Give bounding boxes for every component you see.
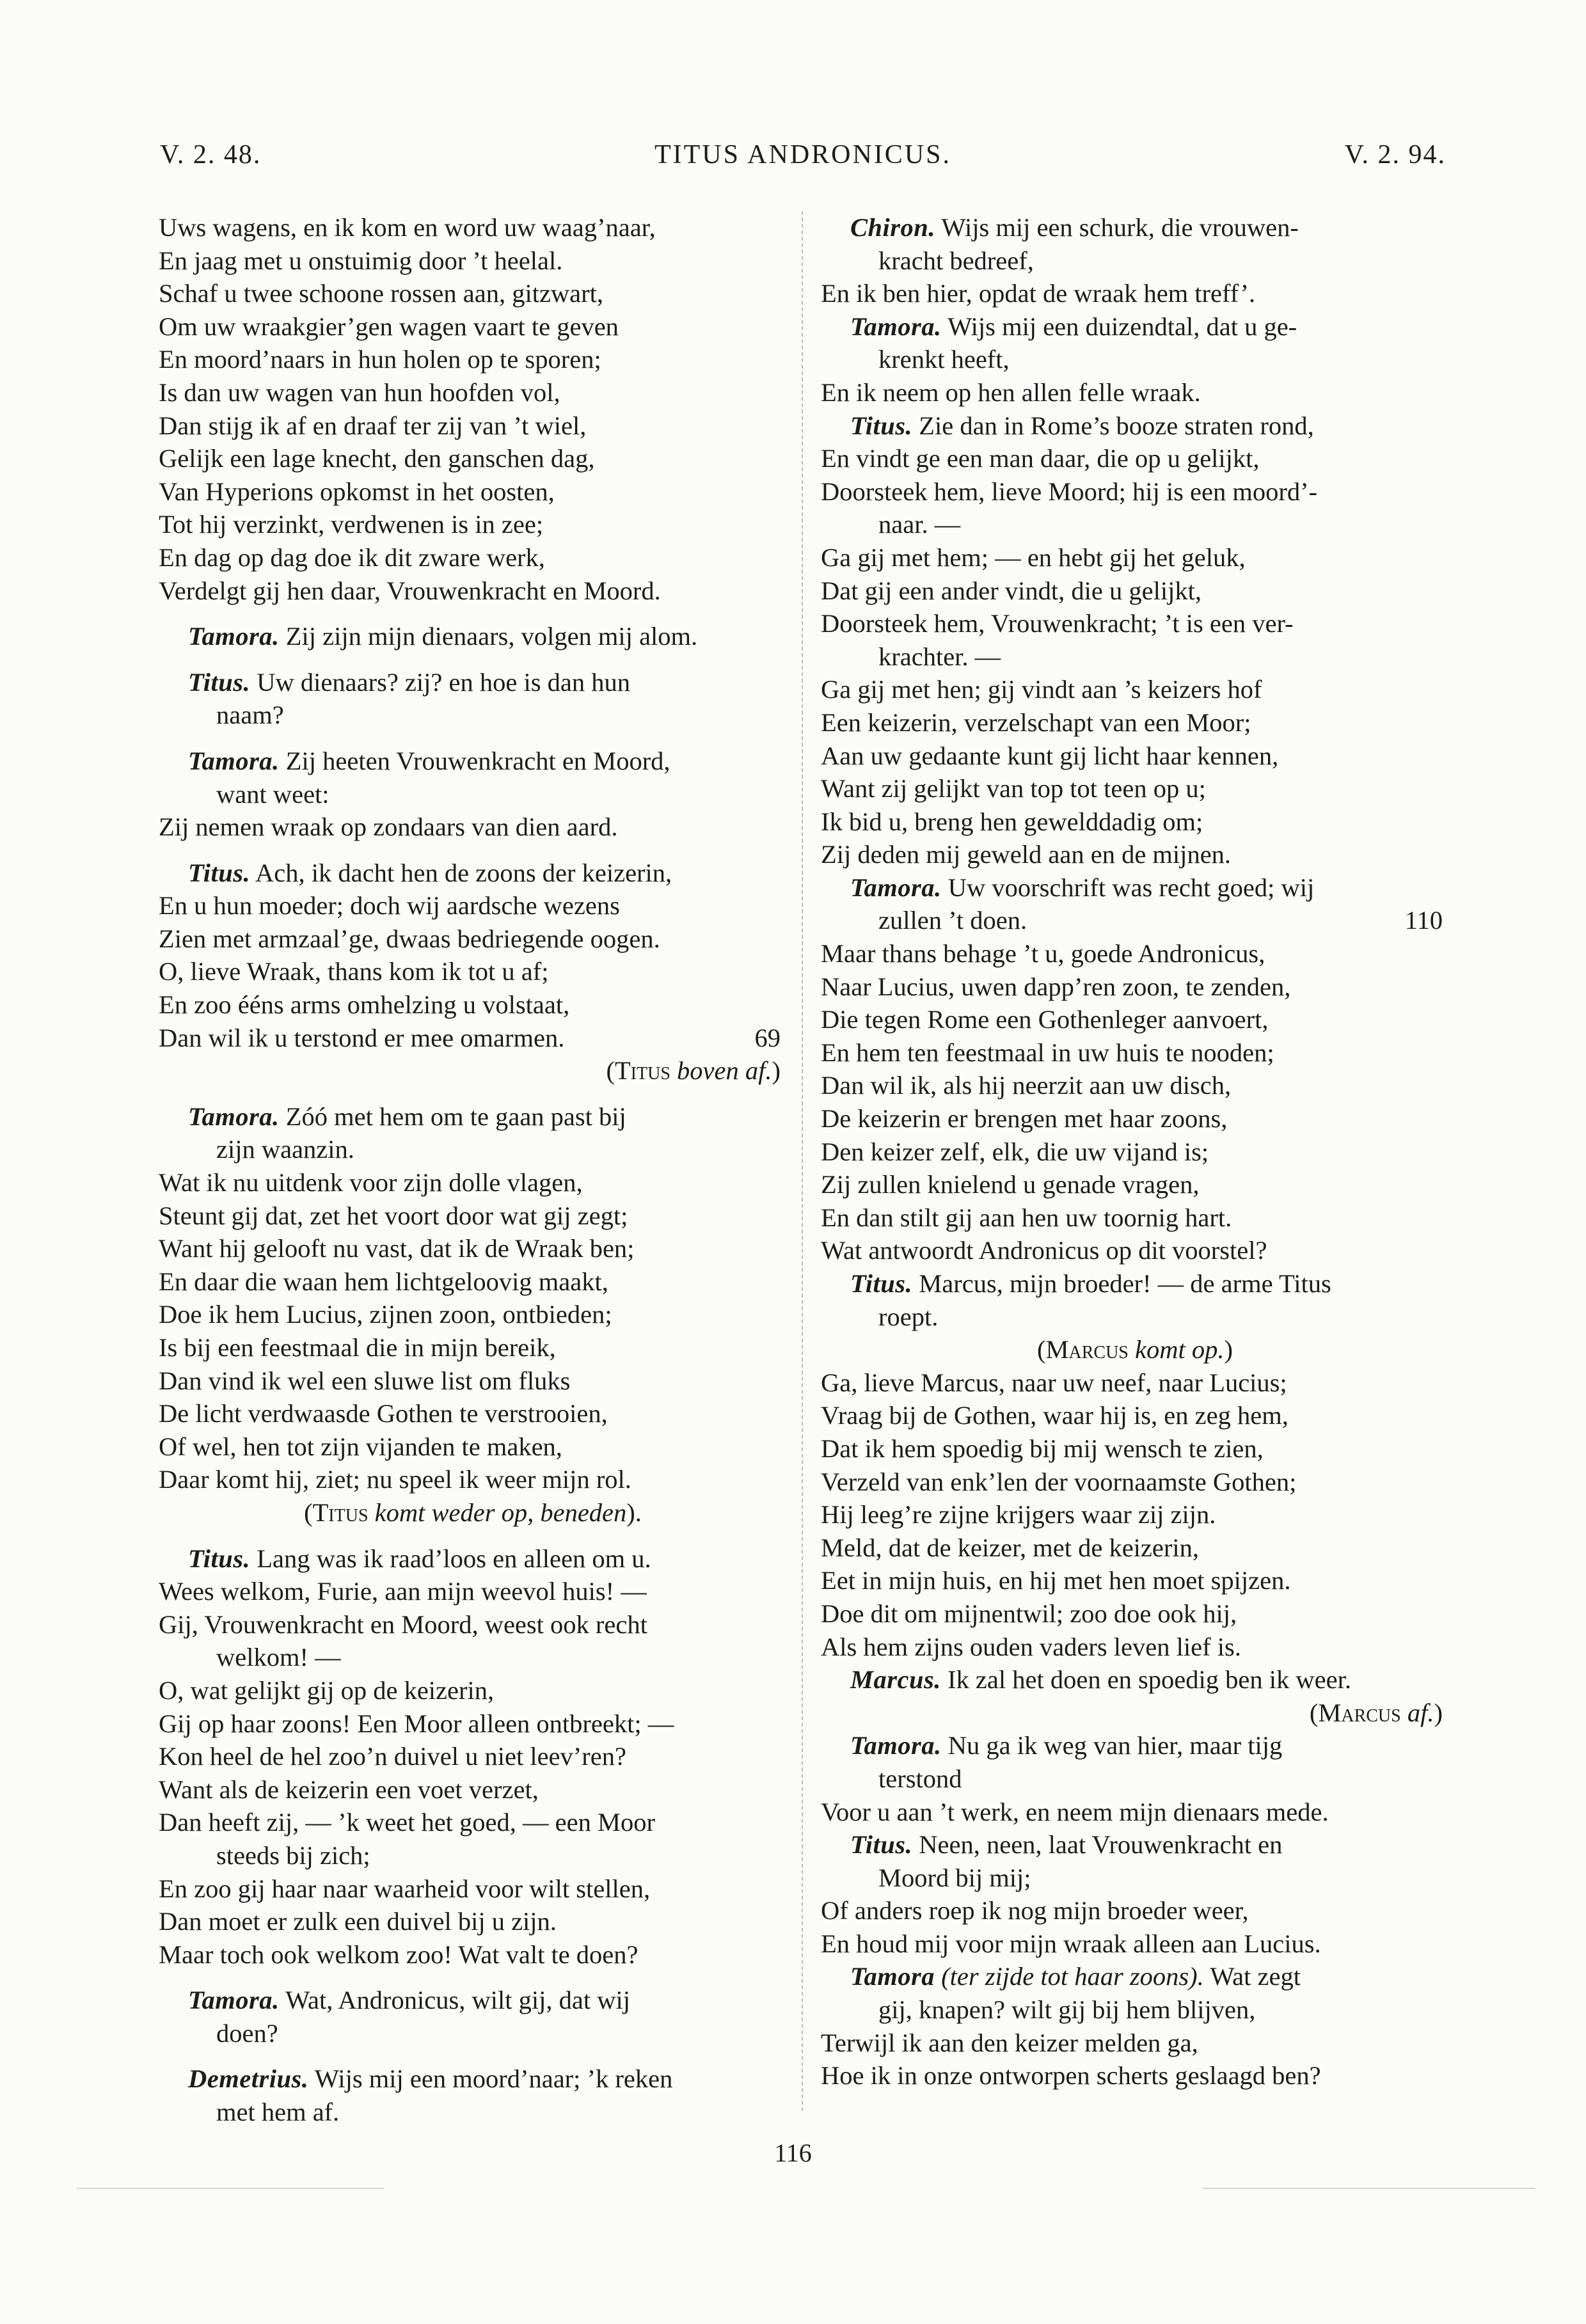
verse-continuation: terstond bbox=[878, 1764, 962, 1793]
verse-continuation-numbered bbox=[821, 904, 1449, 937]
stage-direction: (Marcus af.) bbox=[1309, 1698, 1443, 1727]
speaker-name: Titus. bbox=[188, 858, 251, 887]
speech-text: Wat zegt bbox=[1210, 1962, 1301, 1991]
verse-line: En moord’naars in hun holen op te sporen; bbox=[159, 345, 601, 374]
speaker-name: Titus. bbox=[188, 667, 251, 697]
speech-line bbox=[159, 745, 787, 778]
verse-line: Dan vind ik wel een sluwe list om fluks bbox=[159, 1366, 571, 1395]
speaker-name: Tamora. bbox=[850, 1731, 942, 1760]
verse-line: Is dan uw wagen van hun hoofden vol, bbox=[159, 377, 560, 407]
stage-direction-text: komt weder op, beneden bbox=[374, 1498, 627, 1527]
verse-line: Of anders roep ik nog mijn broeder weer, bbox=[821, 1896, 1249, 1925]
verse-line: Ik bid u, breng hen gewelddadig om; bbox=[821, 807, 1203, 836]
speech-line bbox=[159, 857, 787, 890]
speaker-name: Tamora. bbox=[188, 1986, 280, 2015]
speaker-name: Titus. bbox=[188, 1544, 251, 1573]
verse-line: En zoo gij haar naar waarheid voor wilt stellen, bbox=[159, 1874, 651, 1903]
right-column bbox=[821, 211, 1449, 2092]
verse-continuation: want weet: bbox=[216, 779, 329, 809]
speech-text: Zij heeten Vrouwenkracht en Moord, bbox=[285, 746, 670, 775]
verse-line: En zoo ééns arms omhelzing u volstaat, bbox=[159, 990, 570, 1020]
verse-line: Aan uw gedaante kunt gij licht haar kennen, bbox=[821, 741, 1279, 770]
speaker-name: Tamora. bbox=[850, 312, 942, 341]
stage-direction-name: Marcus bbox=[1045, 1335, 1129, 1364]
verse-line: En jaag met u onstuimig door ’t heelal. bbox=[159, 246, 563, 275]
speech-text: Zóó met hem om te gaan past bij bbox=[285, 1102, 626, 1131]
speech-text: Wijs mij een moord’naar; ’k reken bbox=[314, 2064, 673, 2094]
verse-continuation: krachter. — bbox=[878, 642, 1001, 671]
verse-line: Zien met armzaal’ge, dwaas bedriegende oogen. bbox=[159, 924, 660, 953]
speaker-name: Tamora. bbox=[188, 622, 280, 651]
stage-direction-text: komt op. bbox=[1135, 1335, 1225, 1364]
verse-line: De licht verdwaasde Gothen te verstrooien, bbox=[159, 1399, 608, 1428]
speech-line bbox=[159, 620, 787, 653]
scan-smudge bbox=[1203, 2188, 1535, 2189]
speech-line bbox=[159, 1984, 787, 2017]
verse-line: Een keizerin, verzelschapt van een Moor; bbox=[821, 707, 1251, 737]
verse-continuation: roept. bbox=[878, 1302, 939, 1331]
verse-line: Wat antwoordt Andronicus op dit voorstel? bbox=[821, 1236, 1267, 1265]
verse-line: Ga gij met hem; — en hebt gij het geluk, bbox=[821, 542, 1246, 572]
verse-line: Hij leeg’re zijne krijgers waar zij zijn. bbox=[821, 1500, 1216, 1530]
verse-line: Eet in mijn huis, en hij met hen moet spijzen. bbox=[821, 1566, 1291, 1595]
verse-line: En ik neem op hen allen felle wraak. bbox=[821, 377, 1201, 407]
speech-line bbox=[821, 871, 1449, 905]
speech-line bbox=[821, 310, 1449, 344]
verse-line: Want hij gelooft nu vast, dat ik de Wraak ben; bbox=[159, 1234, 635, 1263]
verse-continuation: met hem af. bbox=[216, 2098, 340, 2127]
verse-line: Doe ik hem Lucius, zijnen zoon, ontbieden; bbox=[159, 1300, 612, 1329]
verse-line: Zij zullen knielend u genade vragen, bbox=[821, 1170, 1200, 1199]
header-right-ref: V. 2. 94. bbox=[1344, 140, 1446, 170]
verse-line: Ga, lieve Marcus, naar uw neef, naar Lucius; bbox=[821, 1368, 1287, 1397]
column-divider bbox=[802, 211, 803, 2111]
speech-text: Uw voorschrift was recht goed; wij bbox=[948, 873, 1315, 902]
verse-line: Die tegen Rome een Gothenleger aanvoert, bbox=[821, 1005, 1269, 1034]
verse-line: En daar die waan hem lichtgeloovig maakt, bbox=[159, 1267, 608, 1296]
verse-line: Wees welkom, Furie, aan mijn weevol huis! — bbox=[159, 1577, 647, 1606]
speech-line bbox=[821, 1267, 1449, 1300]
verse-line: Zij nemen wraak op zondaars van dien aard. bbox=[159, 812, 618, 842]
verse-line: Als hem zijns ouden vaders leven lief is. bbox=[821, 1632, 1241, 1661]
verse-line: Doorsteek hem, lieve Moord; hij is een moord’- bbox=[821, 477, 1318, 506]
verse-continuation: kracht bedreef, bbox=[878, 246, 1034, 275]
verse-line: En hem ten feestmaal in uw huis te nooden; bbox=[821, 1038, 1274, 1067]
scan-smudge bbox=[77, 2188, 384, 2189]
page-number: 116 bbox=[774, 2138, 812, 2167]
speaker-name: Tamora. bbox=[850, 873, 942, 902]
stage-direction: (Titus komt weder op, beneden). bbox=[304, 1498, 642, 1527]
verse-line: Den keizer zelf, elk, die uw vijand is; bbox=[821, 1137, 1209, 1166]
verse-line: Gij op haar zoons! Een Moor alleen ontbreekt; — bbox=[159, 1709, 674, 1738]
verse-line: Schaf u twee schoone rossen aan, gitzwart, bbox=[159, 279, 604, 308]
verse-line: Uws wagens, en ik kom en word uw waag’naar, bbox=[159, 213, 656, 242]
speech-text: Uw dienaars? zij? en hoe is dan hun bbox=[257, 667, 630, 697]
verse-line: En houd mij voor mijn wraak alleen aan Lucius. bbox=[821, 1929, 1321, 1958]
verse-line: Doorsteek hem, Vrouwenkracht; ’t is een ver- bbox=[821, 609, 1294, 638]
verse-continuation: Moord bij mij; bbox=[878, 1863, 1031, 1892]
header-title: TITUS ANDRONICUS. bbox=[654, 140, 952, 170]
speech-text: Wijs mij een schurk, die vrouwen- bbox=[941, 213, 1299, 242]
verse-line: Dan moet er zulk een duivel bij u zijn. bbox=[159, 1907, 557, 1936]
verse-continuation: welkom! — bbox=[216, 1643, 341, 1672]
verse-line: Om uw wraakgier’gen wagen vaart te geven bbox=[159, 312, 619, 341]
verse-continuation: naam? bbox=[216, 700, 284, 730]
verse-line: Gelijk een lage knecht, den ganschen dag, bbox=[159, 444, 595, 473]
speaker-name: Tamora. bbox=[188, 746, 280, 775]
header-left-ref: V. 2. 48. bbox=[160, 140, 262, 170]
verse-line: En ik ben hier, opdat de wraak hem treff’. bbox=[821, 279, 1256, 308]
verse-line: Naar Lucius, uwen dapp’ren zoon, te zenden, bbox=[821, 972, 1291, 1001]
verse-line: Dan wil ik, als hij neerzit aan uw disch, bbox=[821, 1071, 1232, 1100]
speaker-name: Chiron. bbox=[850, 213, 935, 242]
speech-line bbox=[159, 1542, 787, 1576]
speech-line bbox=[821, 1663, 1449, 1696]
verse-line: En dan stilt gij aan hen uw toornig hart. bbox=[821, 1203, 1232, 1232]
verse-line: Of wel, hen tot zijn vijanden te maken, bbox=[159, 1432, 562, 1461]
aside-direction: (ter zijde tot haar zoons). bbox=[941, 1962, 1204, 1991]
speech-line bbox=[821, 1729, 1449, 1762]
verse-line: Ga gij met hen; gij vindt aan ’s keizers hof bbox=[821, 675, 1262, 704]
stage-direction: (Marcus komt op.) bbox=[1037, 1335, 1233, 1364]
stage-direction-name: Titus bbox=[614, 1056, 670, 1086]
verse-continuation: naar. — bbox=[878, 510, 961, 539]
speech-text: Lang was ik raad’loos en alleen om u. bbox=[257, 1544, 651, 1573]
verse-text: zullen ’t doen. bbox=[878, 906, 1027, 935]
stage-direction-text: boven af. bbox=[677, 1056, 772, 1086]
speaker-name: Demetrius. bbox=[188, 2064, 309, 2094]
verse-line: Hoe ik in onze ontworpen scherts geslaagd ben? bbox=[821, 2061, 1321, 2091]
verse-line: Voor u aan ’t werk, en neem mijn dienaars mede. bbox=[821, 1797, 1329, 1826]
verse-line: Want zij gelijkt van top tot teen op u; bbox=[821, 774, 1206, 803]
verse-line: Want als de keizerin een voet verzet, bbox=[159, 1775, 539, 1804]
stage-direction-name: Marcus bbox=[1318, 1698, 1401, 1727]
speech-text: Marcus, mijn broeder! — de arme Titus bbox=[919, 1269, 1331, 1298]
stage-direction: (Titus boven af.) bbox=[606, 1056, 781, 1086]
speaker-name: Tamora bbox=[850, 1962, 935, 1991]
verse-line: Daar komt hij, ziet; nu speel ik weer mijn rol. bbox=[159, 1465, 631, 1494]
verse-line: En u hun moeder; doch wij aardsche wezens bbox=[159, 891, 620, 921]
speaker-name: Titus. bbox=[850, 411, 913, 440]
speech-text: Neen, neen, laat Vrouwenkracht en bbox=[919, 1830, 1283, 1860]
verse-line: Dan heeft zij, — ’k weet het goed, — een Moor bbox=[159, 1808, 655, 1837]
verse-line: Wat ik nu uitdenk voor zijn dolle vlagen, bbox=[159, 1168, 583, 1198]
verse-line: O, lieve Wraak, thans kom ik tot u af; bbox=[159, 957, 549, 986]
speech-text: Zie dan in Rome’s booze straten rond, bbox=[919, 411, 1314, 440]
verse-line: En vindt ge een man daar, die op u gelijkt, bbox=[821, 444, 1260, 473]
speaker-name: Tamora. bbox=[188, 1102, 280, 1131]
speech-line bbox=[159, 2062, 787, 2096]
line-number: 110 bbox=[1404, 906, 1443, 935]
verse-line: Verdelgt gij hen daar, Vrouwenkracht en Moord. bbox=[159, 576, 661, 605]
speech-text: Wijs mij een duizendtal, dat u ge- bbox=[948, 312, 1297, 341]
verse-continuation: gij, knapen? wilt gij bij hem blijven, bbox=[878, 1995, 1256, 2025]
verse-line: Dan stijg ik af en draaf ter zij van ’t wiel, bbox=[159, 411, 587, 440]
verse-line: Van Hyperions opkomst in het oosten, bbox=[159, 477, 555, 506]
verse-line: Meld, dat de keizer, met de keizerin, bbox=[821, 1533, 1199, 1562]
speech-line bbox=[821, 1960, 1449, 1993]
verse-line: Dat gij een ander vindt, die u gelijkt, bbox=[821, 576, 1201, 605]
speaker-name: Titus. bbox=[850, 1830, 913, 1860]
verse-line: Steunt gij dat, zet het voort door wat gij zegt; bbox=[159, 1201, 628, 1230]
verse-line: Dat ik hem spoedig bij mij wensch te zien, bbox=[821, 1434, 1264, 1463]
verse-line: Is bij een feestmaal die in mijn bereik, bbox=[159, 1333, 556, 1362]
speech-line bbox=[159, 1100, 787, 1134]
speech-line bbox=[821, 211, 1449, 244]
verse-line: O, wat gelijkt gij op de keizerin, bbox=[159, 1675, 495, 1705]
verse-text: Dan wil ik u terstond er mee omarmen. bbox=[159, 1023, 565, 1052]
verse-line: Terwijl ik aan den keizer melden ga, bbox=[821, 2028, 1198, 2057]
verse-line: Maar toch ook welkom zoo! Wat valt te doen? bbox=[159, 1940, 638, 1969]
speech-text: Zij zijn mijn dienaars, volgen mij alom. bbox=[285, 622, 698, 651]
verse-line: En dag op dag doe ik dit zware werk, bbox=[159, 542, 545, 572]
stage-direction-text: af. bbox=[1407, 1698, 1434, 1727]
verse-line: Kon heel de hel zoo’n duivel u niet leev’ren? bbox=[159, 1742, 626, 1771]
speech-line bbox=[821, 409, 1449, 443]
verse-line: Gij, Vrouwenkracht en Moord, weest ook recht bbox=[159, 1609, 647, 1639]
line-number: 69 bbox=[754, 1023, 781, 1052]
speech-line bbox=[159, 666, 787, 699]
speech-text: Nu ga ik weg van hier, maar tijg bbox=[948, 1731, 1283, 1760]
running-header bbox=[160, 139, 1446, 184]
verse-line: Verzeld van enk’len der voornaamste Gothen; bbox=[821, 1467, 1297, 1496]
verse-continuation: doen? bbox=[216, 2018, 278, 2048]
verse-continuation: steeds bij zich; bbox=[216, 1840, 370, 1870]
verse-line: De keizerin er brengen met haar zoons, bbox=[821, 1104, 1228, 1134]
speech-text: Wat, Andronicus, wilt gij, dat wij bbox=[285, 1986, 631, 2015]
stage-direction-name: Titus bbox=[312, 1498, 369, 1527]
speech-text: Ach, ik dacht hen de zoons der keizerin, bbox=[255, 858, 672, 887]
verse-line: Doe dit om mijnentwil; zoo doe ook hij, bbox=[821, 1599, 1237, 1628]
verse-continuation: krenkt heeft, bbox=[878, 345, 1010, 374]
verse-line-numbered bbox=[159, 1022, 787, 1055]
verse-continuation: zijn waanzin. bbox=[216, 1135, 354, 1164]
speech-line bbox=[821, 1828, 1449, 1862]
verse-line: Zij deden mij geweld aan en de mijnen. bbox=[821, 840, 1232, 869]
speech-text: Ik zal het doen en spoedig ben ik weer. bbox=[948, 1665, 1351, 1695]
speaker-name: Titus. bbox=[850, 1269, 913, 1298]
verse-line: Vraag bij de Gothen, waar hij is, en zeg hem, bbox=[821, 1401, 1289, 1430]
verse-line: Tot hij verzinkt, verdwenen is in zee; bbox=[159, 510, 544, 539]
left-column bbox=[159, 211, 787, 2129]
speaker-name: Marcus. bbox=[850, 1665, 941, 1695]
verse-line: Maar thans behage ’t u, goede Andronicus, bbox=[821, 939, 1265, 968]
